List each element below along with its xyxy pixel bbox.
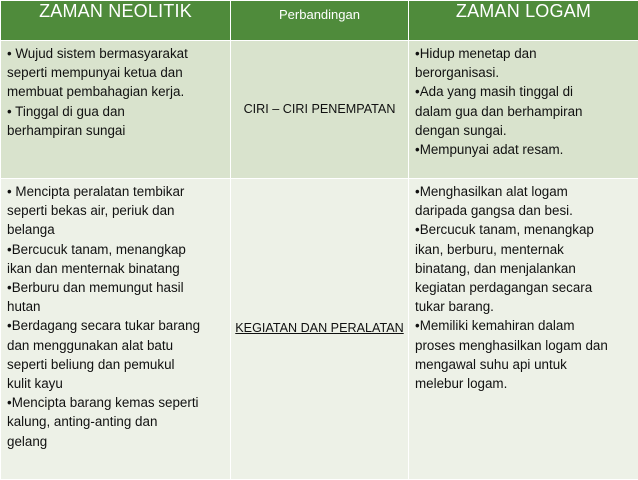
text-line: berhampiran sungai bbox=[7, 121, 224, 140]
text-line: dan menggunakan alat batu bbox=[7, 336, 224, 355]
text-line: dalam gua dan berhampiran bbox=[415, 102, 632, 121]
row-kegiatan-peralatan bbox=[1, 179, 638, 480]
header-zaman-neolitik: ZAMAN NEOLITIK bbox=[1, 1, 231, 41]
text-line: melebur logam. bbox=[415, 374, 632, 393]
text-line: •Ada yang masih tinggal di bbox=[415, 82, 632, 101]
text-line: • Mencipta peralatan tembikar bbox=[7, 182, 224, 201]
logam-kegiatan-cell bbox=[409, 179, 638, 480]
neolitik-kegiatan-cell bbox=[1, 179, 231, 480]
text-line: kulit kayu bbox=[7, 374, 224, 393]
header-perbandingan: Perbandingan bbox=[231, 1, 409, 41]
text-line: seperti beliung dan pemukul bbox=[7, 355, 224, 374]
text-line: ikan dan menternak binatang bbox=[7, 259, 224, 278]
text-line: • Tinggal di gua dan bbox=[7, 102, 224, 121]
text-line: belanga bbox=[7, 220, 224, 239]
row-ciri-penempatan bbox=[1, 41, 638, 179]
text-line: •Memiliki kemahiran dalam bbox=[415, 316, 632, 335]
text-line: •Mencipta barang kemas seperti bbox=[7, 393, 224, 412]
text-line: seperti mempunyai ketua dan bbox=[7, 63, 224, 82]
text-line: binatang, dan menjalankan bbox=[415, 259, 632, 278]
header-row bbox=[1, 1, 638, 41]
text-line: mengawal suhu api untuk bbox=[415, 355, 632, 374]
text-line: seperti bekas air, periuk dan bbox=[7, 201, 224, 220]
text-line: •Menghasilkan alat logam bbox=[415, 182, 632, 201]
text-line: •Bercucuk tanam, menangkap bbox=[7, 240, 224, 259]
text-line: •Mempunyai adat resam. bbox=[415, 140, 632, 159]
text-line: kegiatan perdagangan secara bbox=[415, 278, 632, 297]
text-line: hutan bbox=[7, 297, 224, 316]
logam-ciri-cell bbox=[409, 41, 638, 179]
text-line: membuat pembahagian kerja. bbox=[7, 82, 224, 101]
text-line: • Wujud sistem bermasyarakat bbox=[7, 44, 224, 63]
topic-ciri-penempatan bbox=[231, 41, 409, 179]
text-line: proses menghasilkan logam dan bbox=[415, 336, 632, 355]
text-line: •Berdagang secara tukar barang bbox=[7, 316, 224, 335]
text-line: dengan sungai. bbox=[415, 121, 632, 140]
text-line: •Hidup menetap dan bbox=[415, 44, 632, 63]
topic-label: KEGIATAN DAN PERALATAN bbox=[235, 321, 403, 335]
text-line: berorganisasi. bbox=[415, 63, 632, 82]
topic-label: CIRI – CIRI PENEMPATAN bbox=[244, 102, 396, 116]
text-line: •Berburu dan memungut hasil bbox=[7, 278, 224, 297]
topic-kegiatan-peralatan bbox=[231, 179, 409, 480]
text-line: tukar barang. bbox=[415, 297, 632, 316]
text-line: kalung, anting-anting dan bbox=[7, 412, 224, 431]
neolitik-ciri-cell bbox=[1, 41, 231, 179]
text-line: •Bercucuk tanam, menangkap bbox=[415, 220, 632, 239]
header-zaman-logam: ZAMAN LOGAM bbox=[409, 1, 638, 41]
text-line: ikan, berburu, menternak bbox=[415, 240, 632, 259]
text-line: gelang bbox=[7, 432, 224, 451]
text-line: daripada gangsa dan besi. bbox=[415, 201, 632, 220]
